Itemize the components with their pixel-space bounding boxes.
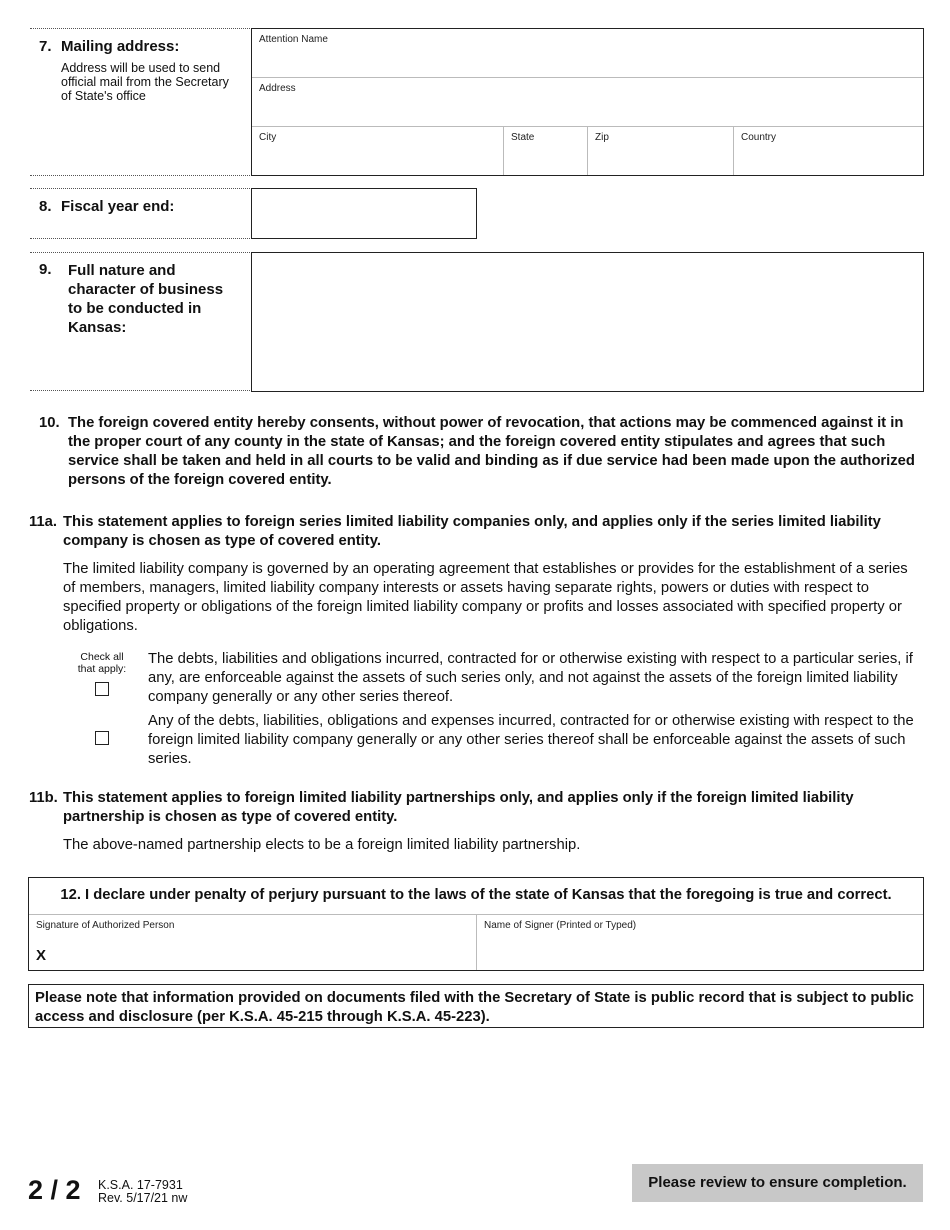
section-11b-number: 11b. [29, 790, 58, 806]
series-option-2-text: Any of the debts, liabilities, obligations and expenses incurred, contracted for or otherwise existing with respect to the foreign limited liability company generally or any other series thereof shall be enforceable against the assets of such series. [148, 713, 914, 767]
page-number: 2 / 2 [28, 1175, 81, 1205]
review-completion-button[interactable]: Please review to ensure completion. [632, 1164, 923, 1202]
mailing-address-box [251, 28, 924, 176]
state-field[interactable] [504, 127, 588, 175]
section-9-title: Full nature and character of business to be conducted in Kansas: [68, 262, 224, 336]
address-label: Address [259, 83, 296, 94]
signature-field[interactable] [29, 915, 477, 970]
city-label: City [259, 132, 277, 143]
section-11b-body: The above-named partnership elects to be a foreign limited liability partnership. [63, 837, 581, 853]
section-8-number: 8. [39, 198, 52, 215]
zip-field[interactable] [588, 127, 734, 175]
check-all-label: Check all that apply: [77, 651, 127, 675]
section-7-number: 7. [39, 38, 52, 55]
section-8-title: Fiscal year end: [61, 198, 175, 215]
city-field[interactable] [252, 127, 504, 175]
nature-of-business-input[interactable] [251, 252, 924, 392]
declaration-text: 12. I declare under penalty of perjury pursuant to the laws of the state of Kansas that the foregoing is true and correct. [29, 878, 923, 915]
address-field[interactable] [252, 78, 923, 127]
country-field[interactable] [734, 127, 923, 175]
public-record-notice [28, 984, 924, 1028]
section-11a-number: 11a. [29, 514, 57, 530]
section-11a-body: The limited liability company is governed by an operating agreement that establishes or provides for the establishment of a series of members, managers, limited liability company interests or assets having separate rights, powers or duties with respect to specified property or obligations of the foreign limited liability company or profits and losses associated with specified property or obligations. [63, 561, 908, 634]
zip-label: Zip [595, 132, 609, 143]
signer-name-field[interactable] [477, 915, 923, 970]
section-10-number: 10. [39, 415, 60, 431]
state-label: State [511, 132, 535, 143]
declaration-box [28, 877, 924, 971]
section-9-number: 9. [39, 261, 52, 278]
series-option-2-checkbox[interactable] [95, 731, 109, 745]
attention-name-label: Attention Name [259, 34, 328, 45]
section-11b-heading: This statement applies to foreign limited liability partnerships only, and applies only if the foreign limited liability partnership is chosen as type of covered entity. [63, 790, 854, 825]
statute-reference: K.S.A. 17-7931 [98, 1178, 183, 1192]
attention-name-field[interactable] [252, 29, 923, 78]
fiscal-year-end-input[interactable] [251, 188, 477, 239]
section-7-title: Mailing address: [61, 38, 180, 55]
series-option-1-checkbox[interactable] [95, 682, 109, 696]
country-label: Country [741, 132, 777, 143]
section-10-text: The foreign covered entity hereby consents, without power of revocation, that actions may be commenced against it in the proper court of any county in the state of Kansas; and the foreign covered entity stipulates and agrees that such service shall be taken and held in all courts to be valid and binding as if due service had been made upon the authorized persons of the foreign covered entity. [68, 415, 915, 488]
signature-x-mark: X [36, 947, 47, 964]
signer-name-label: Name of Signer (Printed or Typed) [484, 920, 637, 931]
revision-date: Rev. 5/17/21 nw [98, 1191, 188, 1205]
signature-label: Signature of Authorized Person [36, 920, 175, 931]
section-11a-heading: This statement applies to foreign series limited liability companies only, and applies only if the series limited liability company is chosen as type of covered entity. [63, 514, 881, 549]
series-option-1-text: The debts, liabilities and obligations incurred, contracted for or otherwise existing with respect to a particular series, if any, are enforceable against the assets of such series only, and not against the assets of the foreign limited liability company generally or any other series thereof. [148, 651, 913, 705]
notice-text: Please note that information provided on documents filed with the Secretary of State is public record that is subject to public access and disclosure (per K.S.A. 45-215 through K.S.A. 45-223). [35, 990, 914, 1025]
section-7-note: Address will be used to send official mail from the Secretary of State's office [61, 61, 229, 103]
